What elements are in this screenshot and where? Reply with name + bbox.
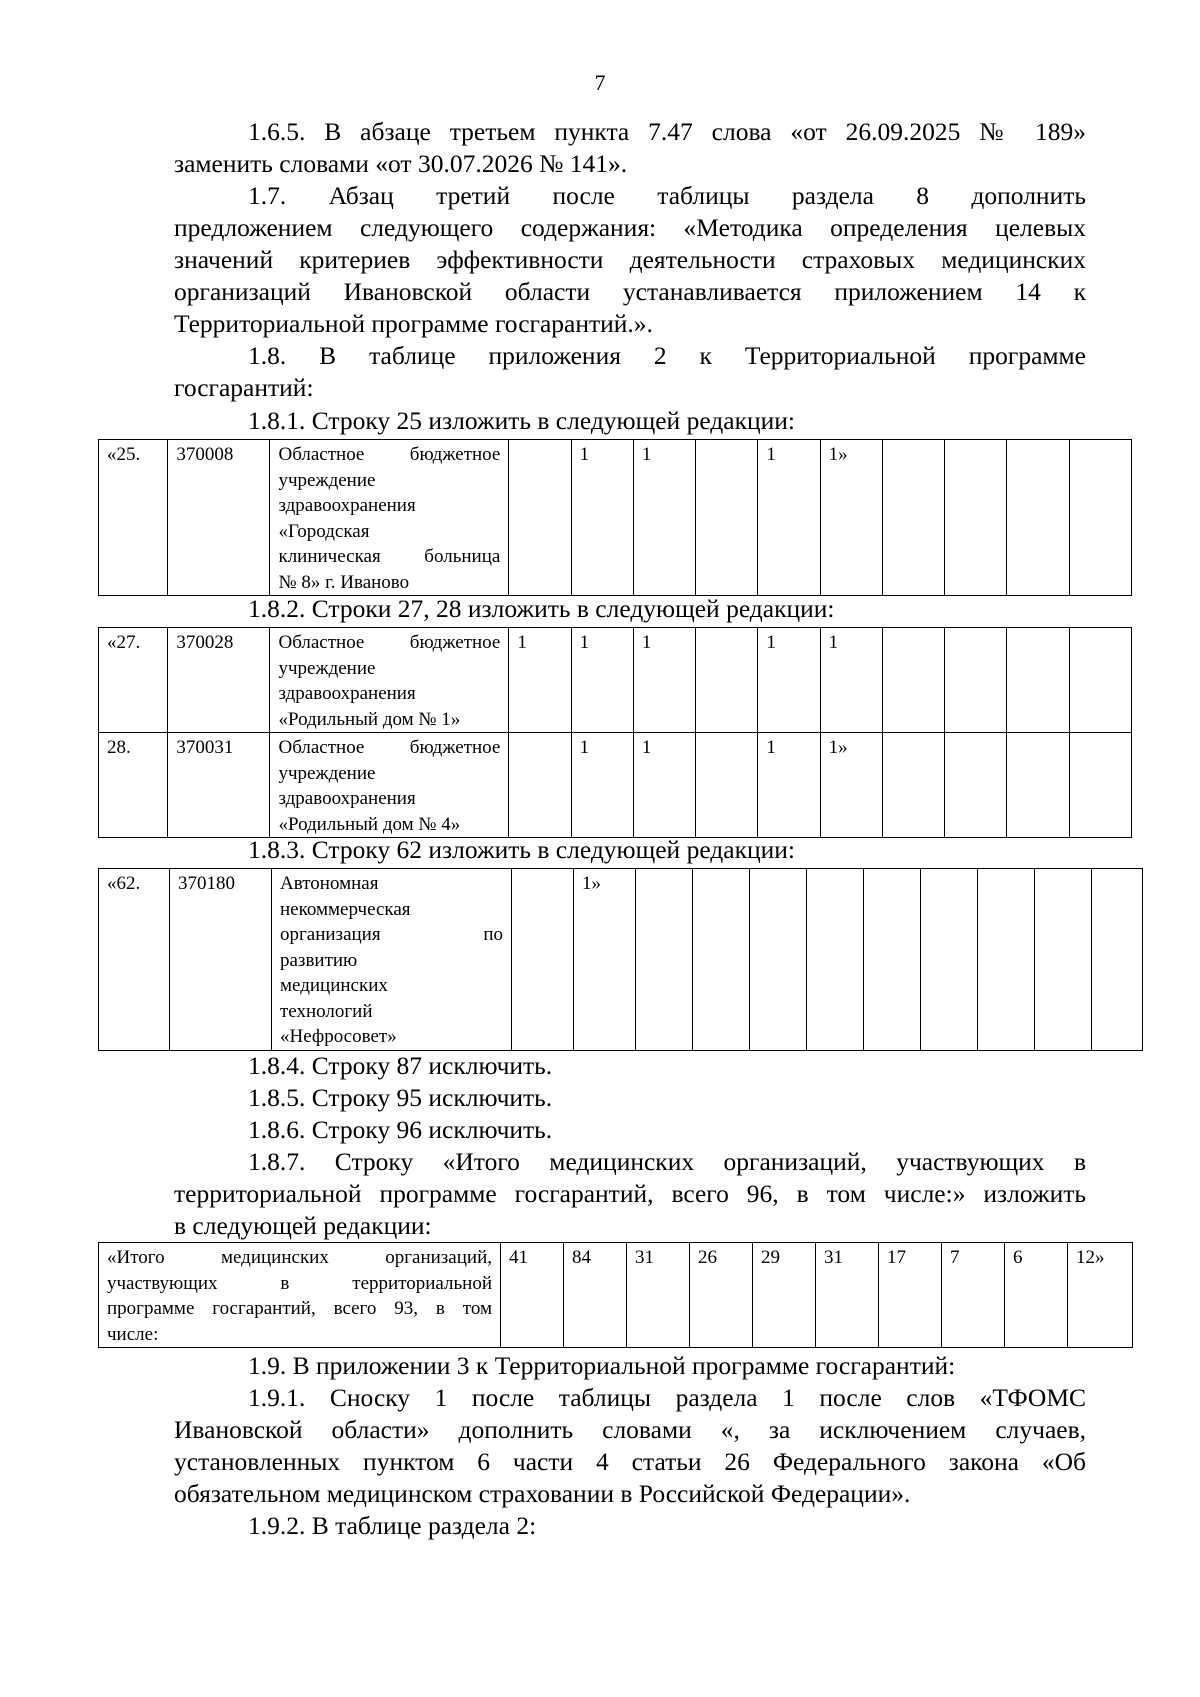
paragraph-1-6-5 — [174, 116, 1086, 180]
value-cell: 1 — [571, 733, 633, 838]
text-line: организаций Ивановской области устанавливается приложением 14 к — [174, 277, 1086, 306]
table-row-62 — [98, 868, 1143, 1051]
text-line: 1.8.7. Строку «Итого медицинских организаций, участвующих в — [248, 1147, 1086, 1176]
total-value: 6 — [1005, 1243, 1068, 1348]
org-name-line: здравоохранения — [278, 495, 416, 516]
org-code: 370031 — [168, 733, 270, 838]
value-cell: 1 — [571, 440, 633, 596]
table-rows-27-28 — [98, 627, 1132, 838]
value-cell — [636, 869, 693, 1051]
org-name — [270, 628, 509, 733]
row-number: 28. — [99, 733, 168, 838]
value-cell: 1 — [509, 628, 571, 733]
table-row — [99, 1243, 1133, 1348]
org-name-line: учреждение — [278, 657, 376, 679]
org-name — [270, 440, 509, 596]
paragraph-1-8-7 — [174, 1146, 1086, 1242]
org-name-line: № 8» г. Иваново — [278, 571, 410, 593]
org-name-line: «Родильный дом № 1» — [278, 708, 461, 730]
total-label-line: «Итого медицинских организаций, — [107, 1247, 492, 1268]
org-name-line: здравоохранения — [278, 683, 416, 704]
value-cell: 1 — [758, 733, 820, 838]
total-value: 29 — [753, 1243, 816, 1348]
org-name-line: учреждение — [278, 762, 376, 784]
page-number: 7 — [594, 70, 606, 95]
text-line: Ивановской области» дополнить словами «, за исключением случаев, — [174, 1415, 1086, 1444]
table-row — [99, 869, 1143, 1051]
paragraph-1-8 — [174, 340, 1086, 404]
text-line: госгарантий: — [174, 373, 314, 402]
paragraph-1-8-2: 1.8.2. Строки 27, 28 изложить в следующей редакции: — [248, 594, 835, 623]
text-line: Территориальной программе госгарантий.». — [174, 309, 653, 338]
value-cell — [750, 869, 807, 1051]
value-cell — [945, 628, 1007, 733]
table-row — [99, 440, 1132, 596]
value-cell: 1 — [758, 628, 820, 733]
paragraph-1-9-1 — [174, 1382, 1086, 1510]
value-cell — [1069, 440, 1131, 596]
value-cell — [1007, 628, 1069, 733]
paragraph-1-8-1: 1.8.1. Строку 25 изложить в следующей редакции: — [248, 406, 796, 435]
org-name-line: медицинских — [280, 975, 388, 996]
row-number: «25. — [99, 440, 168, 596]
paragraph-1-9-2: 1.9.2. В таблице раздела 2: — [248, 1511, 537, 1540]
org-code: 370180 — [170, 869, 272, 1051]
value-cell — [1092, 869, 1143, 1051]
value-cell: 1 — [633, 733, 695, 838]
text-line: значений критериев эффективности деятельности страховых медицинских — [174, 245, 1086, 274]
text-line: 1.6.5. В абзаце третьем пункта 7.47 слова «от 26.09.2025 № 189» — [248, 117, 1086, 146]
value-cell — [945, 733, 1007, 838]
text-line: обязательном медицинском страховании в Российской Федерации». — [174, 1479, 911, 1508]
total-value: 17 — [879, 1243, 942, 1348]
paragraph-1-7 — [174, 180, 1086, 340]
org-name-line: развитию — [280, 949, 358, 971]
text-line: 1.8. В таблице приложения 2 к Территориальной программе — [248, 341, 1086, 370]
org-name-line: Областное бюджетное — [278, 444, 501, 465]
text-line: 1.7. Абзац третий после таблицы раздела 8 дополнить — [248, 181, 1086, 210]
total-label-line: программе госгарантий, всего 93, в том — [107, 1298, 492, 1319]
row-number: «62. — [99, 869, 170, 1051]
value-cell: 1 — [758, 440, 820, 596]
value-cell — [864, 869, 921, 1051]
paragraph-1-8-3: 1.8.3. Строку 62 изложить в следующей редакции: — [248, 835, 796, 864]
value-cell — [882, 440, 944, 596]
total-value: 7 — [942, 1243, 1005, 1348]
value-cell — [509, 733, 571, 838]
value-cell — [1035, 869, 1092, 1051]
paragraph-1-8-5: 1.8.5. Строку 95 исключить. — [248, 1083, 553, 1112]
total-label — [99, 1243, 501, 1348]
value-cell — [921, 869, 978, 1051]
total-value: 31 — [816, 1243, 879, 1348]
paragraph-1-8-4: 1.8.4. Строку 87 исключить. — [248, 1051, 553, 1080]
value-cell: 1 — [820, 628, 882, 733]
table-row — [99, 628, 1132, 733]
org-name-line: клиническая больница — [278, 546, 501, 567]
text-line: в следующей редакции: — [174, 1211, 432, 1240]
org-name — [270, 733, 509, 838]
table-row-25 — [98, 439, 1132, 596]
value-cell — [1069, 628, 1131, 733]
value-cell — [1007, 440, 1069, 596]
paragraph-1-9: 1.9. В приложении 3 к Территориальной программе госгарантий: — [248, 1351, 956, 1380]
value-cell: 1 — [571, 628, 633, 733]
org-name-line: «Родильный дом № 4» — [278, 813, 461, 835]
total-value: 12» — [1068, 1243, 1133, 1348]
org-code: 370008 — [168, 440, 270, 596]
total-label-line: числе: — [107, 1323, 159, 1345]
text-line: 1.9.1. Сноску 1 после таблицы раздела 1 после слов «ТФОМС — [248, 1383, 1086, 1412]
total-value: 31 — [627, 1243, 690, 1348]
org-name-line: здравоохранения — [278, 788, 416, 809]
org-name-line: некоммерческая — [280, 898, 411, 920]
value-cell — [696, 628, 758, 733]
org-name-line: Областное бюджетное — [278, 632, 501, 653]
org-name-line: «Нефросовет» — [280, 1026, 397, 1047]
value-cell — [693, 869, 750, 1051]
text-line: территориальной программе госгарантий, всего 96, в том числе:» изложить — [174, 1179, 1086, 1208]
value-cell — [512, 869, 574, 1051]
total-value: 84 — [564, 1243, 627, 1348]
total-label-line: участвующих в территориальной — [107, 1272, 492, 1294]
org-name — [272, 869, 512, 1051]
text-line: заменить словами «от 30.07.2026 № 141». — [174, 149, 628, 178]
text-line: установленных пунктом 6 части 4 статьи 26 Федерального закона «Об — [174, 1447, 1086, 1476]
value-cell — [696, 733, 758, 838]
org-name-line: Автономная — [280, 873, 379, 894]
value-cell: 1» — [820, 733, 882, 838]
text-line: предложением следующего содержания: «Методика определения целевых — [174, 213, 1086, 242]
value-cell: 1» — [574, 869, 636, 1051]
value-cell — [945, 440, 1007, 596]
table-total-row — [98, 1242, 1133, 1348]
row-number: «27. — [99, 628, 168, 733]
org-name-line: «Городская — [278, 520, 370, 542]
org-name-line: учреждение — [278, 469, 376, 491]
org-code: 370028 — [168, 628, 270, 733]
org-name-line: Областное бюджетное — [278, 737, 501, 758]
value-cell — [1007, 733, 1069, 838]
org-name-line: организация по — [280, 924, 503, 945]
value-cell: 1 — [633, 440, 695, 596]
value-cell — [696, 440, 758, 596]
value-cell — [978, 869, 1035, 1051]
table-row — [99, 733, 1132, 838]
paragraph-1-8-6: 1.8.6. Строку 96 исключить. — [248, 1115, 553, 1144]
total-value: 26 — [690, 1243, 753, 1348]
value-cell — [1069, 733, 1131, 838]
value-cell — [882, 628, 944, 733]
value-cell — [509, 440, 571, 596]
value-cell — [807, 869, 864, 1051]
value-cell: 1 — [633, 628, 695, 733]
value-cell — [882, 733, 944, 838]
total-value: 41 — [501, 1243, 564, 1348]
org-name-line: технологий — [280, 1000, 373, 1022]
value-cell: 1» — [820, 440, 882, 596]
